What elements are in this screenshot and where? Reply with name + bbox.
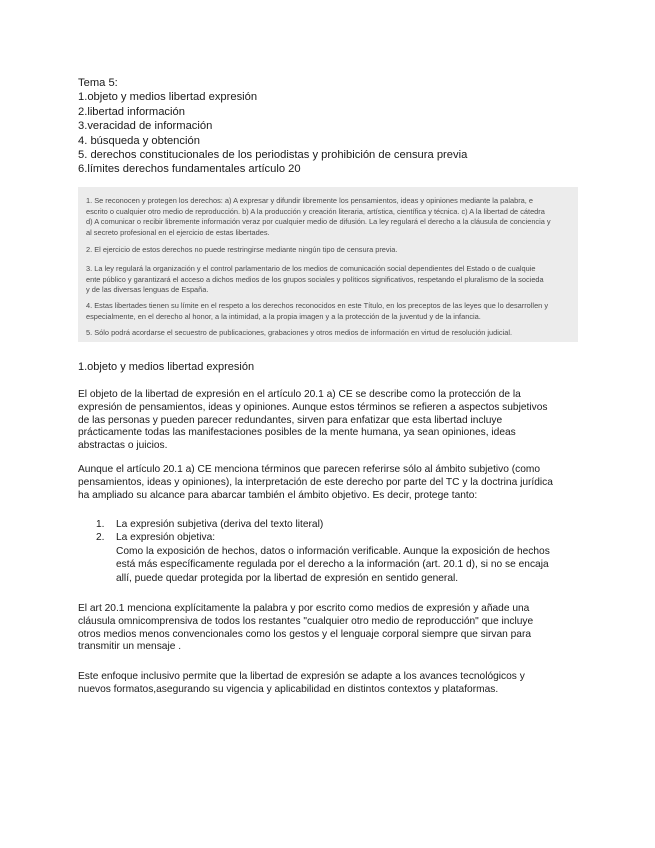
paragraph-conclusion [78, 671, 583, 697]
paragraph-line: transmitir un mensaje . [78, 641, 182, 653]
paragraph-line: expresión de pensamientos, ideas y opiniones. Aunque estos términos se refieren a aspectos subjetivos [78, 401, 548, 413]
list-number: 2. [96, 532, 105, 544]
list-number: 1. [96, 519, 105, 530]
paragraph-line: nuevos formatos,asegurando su vigencia y aplicabilidad en distintos contextos y plataformas. [78, 683, 499, 695]
quote-line: 4. Estas libertades tienen su límite en el respeto a los derechos reconocidos en este Título, en los preceptos de las leyes que lo desarrollen y [86, 301, 549, 310]
paragraph-object [78, 389, 583, 453]
outline-heading: Tema 5: [78, 77, 118, 89]
quote-line: d) A comunicar o recibir libremente información veraz por cualquier medio de difusión. La ley regulará el derecho a la cláusula de conciencia y [86, 217, 551, 227]
quote-line: especialmente, en el derecho al honor, a la intimidad, a la propia imagen y a la protección de la juventud y de la infancia. [86, 311, 481, 321]
section-title: 1.objeto y medios libertad expresión [78, 361, 255, 373]
outline-item: 3.veracidad de información [78, 120, 213, 133]
paragraph-line: pensamientos, ideas y opiniones), la interpretación de este derecho por parte del TC y la doctrina jurídica [78, 476, 553, 488]
list-item-detail [96, 545, 550, 585]
quote-line: y de las diversas lenguas de España. [86, 285, 209, 295]
topic-outline [78, 76, 467, 177]
paragraph-line: prácticamente todas las manifestaciones posibles de la mente humana, ya sean opiniones, ideas [78, 427, 516, 439]
quote-line: 2. El ejercicio de estos derechos no puede restringirse mediante ningún tipo de censura previa. [86, 245, 398, 254]
quote-paragraph-5 [86, 328, 512, 339]
paragraph-line: de las personas y pueden parecer redundantes, sirven para enfatizar que esta libertad incluye [78, 414, 503, 426]
paragraph-line: Este enfoque inclusivo permite que la libertad de expresión se adapte a los avances tecnológicos y [78, 671, 525, 682]
quote-line: 3. La ley regulará la organización y el control parlamentario de los medios de comunicación social dependientes del Estado o de cualquie [86, 264, 536, 273]
paragraph-line: El art 20.1 menciona explícitamente la palabra y por escrito como medios de expresión y añade una [78, 603, 530, 614]
quote-paragraph-3 [86, 264, 544, 296]
quote-paragraph-1 [86, 196, 551, 238]
list-item [96, 531, 550, 544]
detail-line: está más específicamente regulada por el derecho a la información (art. 20.1 d), si no se encaja [116, 559, 549, 571]
quote-line: ente público y garantizará el acceso a dichos medios de los grupos sociales y políticos significativos, respetando el pluralismo de la socieda [86, 274, 544, 284]
quote-line: escrito o cualquier otro medio de reproducción. b) A la producción y creación literaria, artística, científica y técnica. c) A la libertad de cátedra [86, 206, 545, 216]
paragraph-line: Aunque el artículo 20.1 a) CE menciona términos que parecen referirse sólo al ámbito subjetivo (como [78, 464, 541, 475]
paragraph-line: El objeto de la libertad de expresión en el artículo 20.1 a) CE se describe como la protección de la [78, 389, 521, 400]
paragraph-line: cláusula omnicomprensiva de todos los restantes "cualquier otro medio de reproducción" que incluye [78, 615, 534, 627]
quote-line: al secreto profesional en el ejercicio de estas libertades. [86, 227, 270, 237]
detail-line: Como la exposición de hechos, datos o información verificable. Aunque la exposición de hechos [116, 545, 550, 557]
outline-item: 6.límites derechos fundamentales artículo 20 [78, 163, 301, 176]
paragraph-line: ha ampliado su alcance para abarcar también el ámbito objetivo. Es decir, protege tanto: [78, 489, 478, 501]
detail-line: allí, puede quedar protegida por la libertad de expresión en sentido general. [116, 572, 459, 584]
paragraph-means [78, 603, 583, 654]
quote-line: 5. Sólo podrá acordarse el secuestro de publicaciones, grabaciones y otros medios de información en virtud de resolución judicial. [86, 328, 513, 337]
paragraph-scope [78, 464, 583, 502]
paragraph-line: abstractas o juicios. [78, 440, 168, 452]
list-item-text: La expresión objetiva: [116, 532, 216, 544]
outline-item: 2.libertad información [78, 105, 185, 118]
quote-paragraph-2 [86, 245, 397, 256]
constitution-article-quote [78, 187, 578, 342]
quote-paragraph-4 [86, 301, 548, 322]
list-item-text: La expresión subjetiva (deriva del texto literal) [116, 519, 324, 530]
numbered-list [96, 518, 550, 585]
list-item [96, 518, 550, 531]
quote-line: 1. Se reconocen y protegen los derechos: a) A expresar y difundir libremente los pensamientos, ideas y opiniones mediante la palabra, e [86, 196, 533, 205]
outline-item: 4. búsqueda y obtención [78, 134, 200, 147]
outline-item: 1.objeto y medios libertad expresión [78, 91, 258, 104]
outline-item: 5. derechos constitucionales de los periodistas y prohibición de censura previa [78, 149, 468, 162]
paragraph-line: otros medios menos convencionales como los gestos y el lenguaje corporal siempre que sirvan para [78, 628, 532, 640]
